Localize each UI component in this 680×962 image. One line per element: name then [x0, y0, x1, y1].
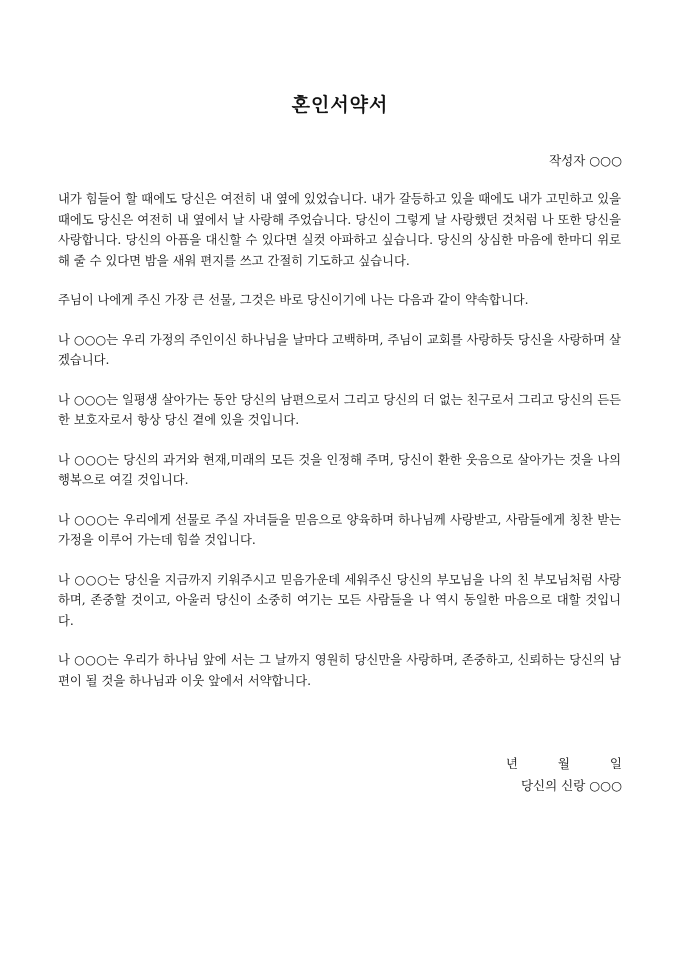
paragraph: 주님이 나에게 주신 가장 큰 선물, 그것은 바로 당신이기에 나는 다음과 같이 약속합니다. [58, 293, 529, 307]
paragraph: 나 ○○○는 당신의 과거와 현재,미래의 모든 것을 인정해 주며, 당신이 환한 웃음으로 살아가는 것을 나의 행복으로 여길 것입니다. [58, 452, 621, 487]
paragraph: 나 ○○○는 우리 가정의 주인이신 하나님을 날마다 고백하며, 주님이 교회를 사랑하듯 당신을 사랑하며 살겠습니다. [58, 332, 621, 367]
paragraph: 내가 힘들어 할 때에도 당신은 여전히 내 옆에 있었습니다. 내가 갈등하고 있을 때에도 내가 고민하고 있을 때에도 당신은 여전히 내 옆에서 날 사랑해 주었습니다. 당신이 그렇게 날 사랑했던 것처럼 나 또한 당신을 사랑합니다. 당신의 아픔을 대신할 수 있다면 실컷 아파하고 싶습니다. 당신의 상심한 마음에 한마디 위로해 줄 수 있다면 밤을 새워 편지를 쓰고 간절히 기도하고 싶습니다. [58, 192, 621, 268]
paragraph: 나 ○○○는 일평생 살아가는 동안 당신의 남편으로서 그리고 당신의 더 없는 친구로서 그리고 당신의 든든한 보호자로서 항상 당신 곁에 있을 것입니다. [58, 392, 621, 427]
paragraph: 나 ○○○는 우리에게 선물로 주실 자녀들을 믿음으로 양육하며 하나님께 사랑받고, 사람들에게 칭찬 받는 가정을 이루어 가는데 힘쓸 것입니다. [58, 512, 621, 547]
date-month: 월 [557, 756, 570, 771]
document-body [58, 189, 621, 710]
date-year: 년 [505, 756, 518, 771]
date-line [466, 754, 622, 772]
paragraph: 나 ○○○는 우리가 하나님 앞에 서는 그 날까지 영원히 당신만을 사랑하며, 존중하고, 신뢰하는 당신의 남편이 될 것을 하나님과 이웃 앞에서 서약합니다. [58, 653, 621, 688]
paragraph: 나 ○○○는 당신을 지금까지 키워주시고 믿음가운데 세워주신 당신의 부모님을 나의 친 부모님처럼 사랑하며, 존중할 것이고, 아울러 당신이 소중히 여기는 모든 사람들을 나 역시 동일한 마음으로 대할 것입니다. [58, 572, 621, 628]
author-line: 작성자 ○○○ [549, 153, 622, 168]
signature-line: 당신의 신랑 ○○○ [520, 778, 622, 793]
document-title: 혼인서약서 [291, 94, 389, 116]
date-day: 일 [609, 756, 622, 771]
